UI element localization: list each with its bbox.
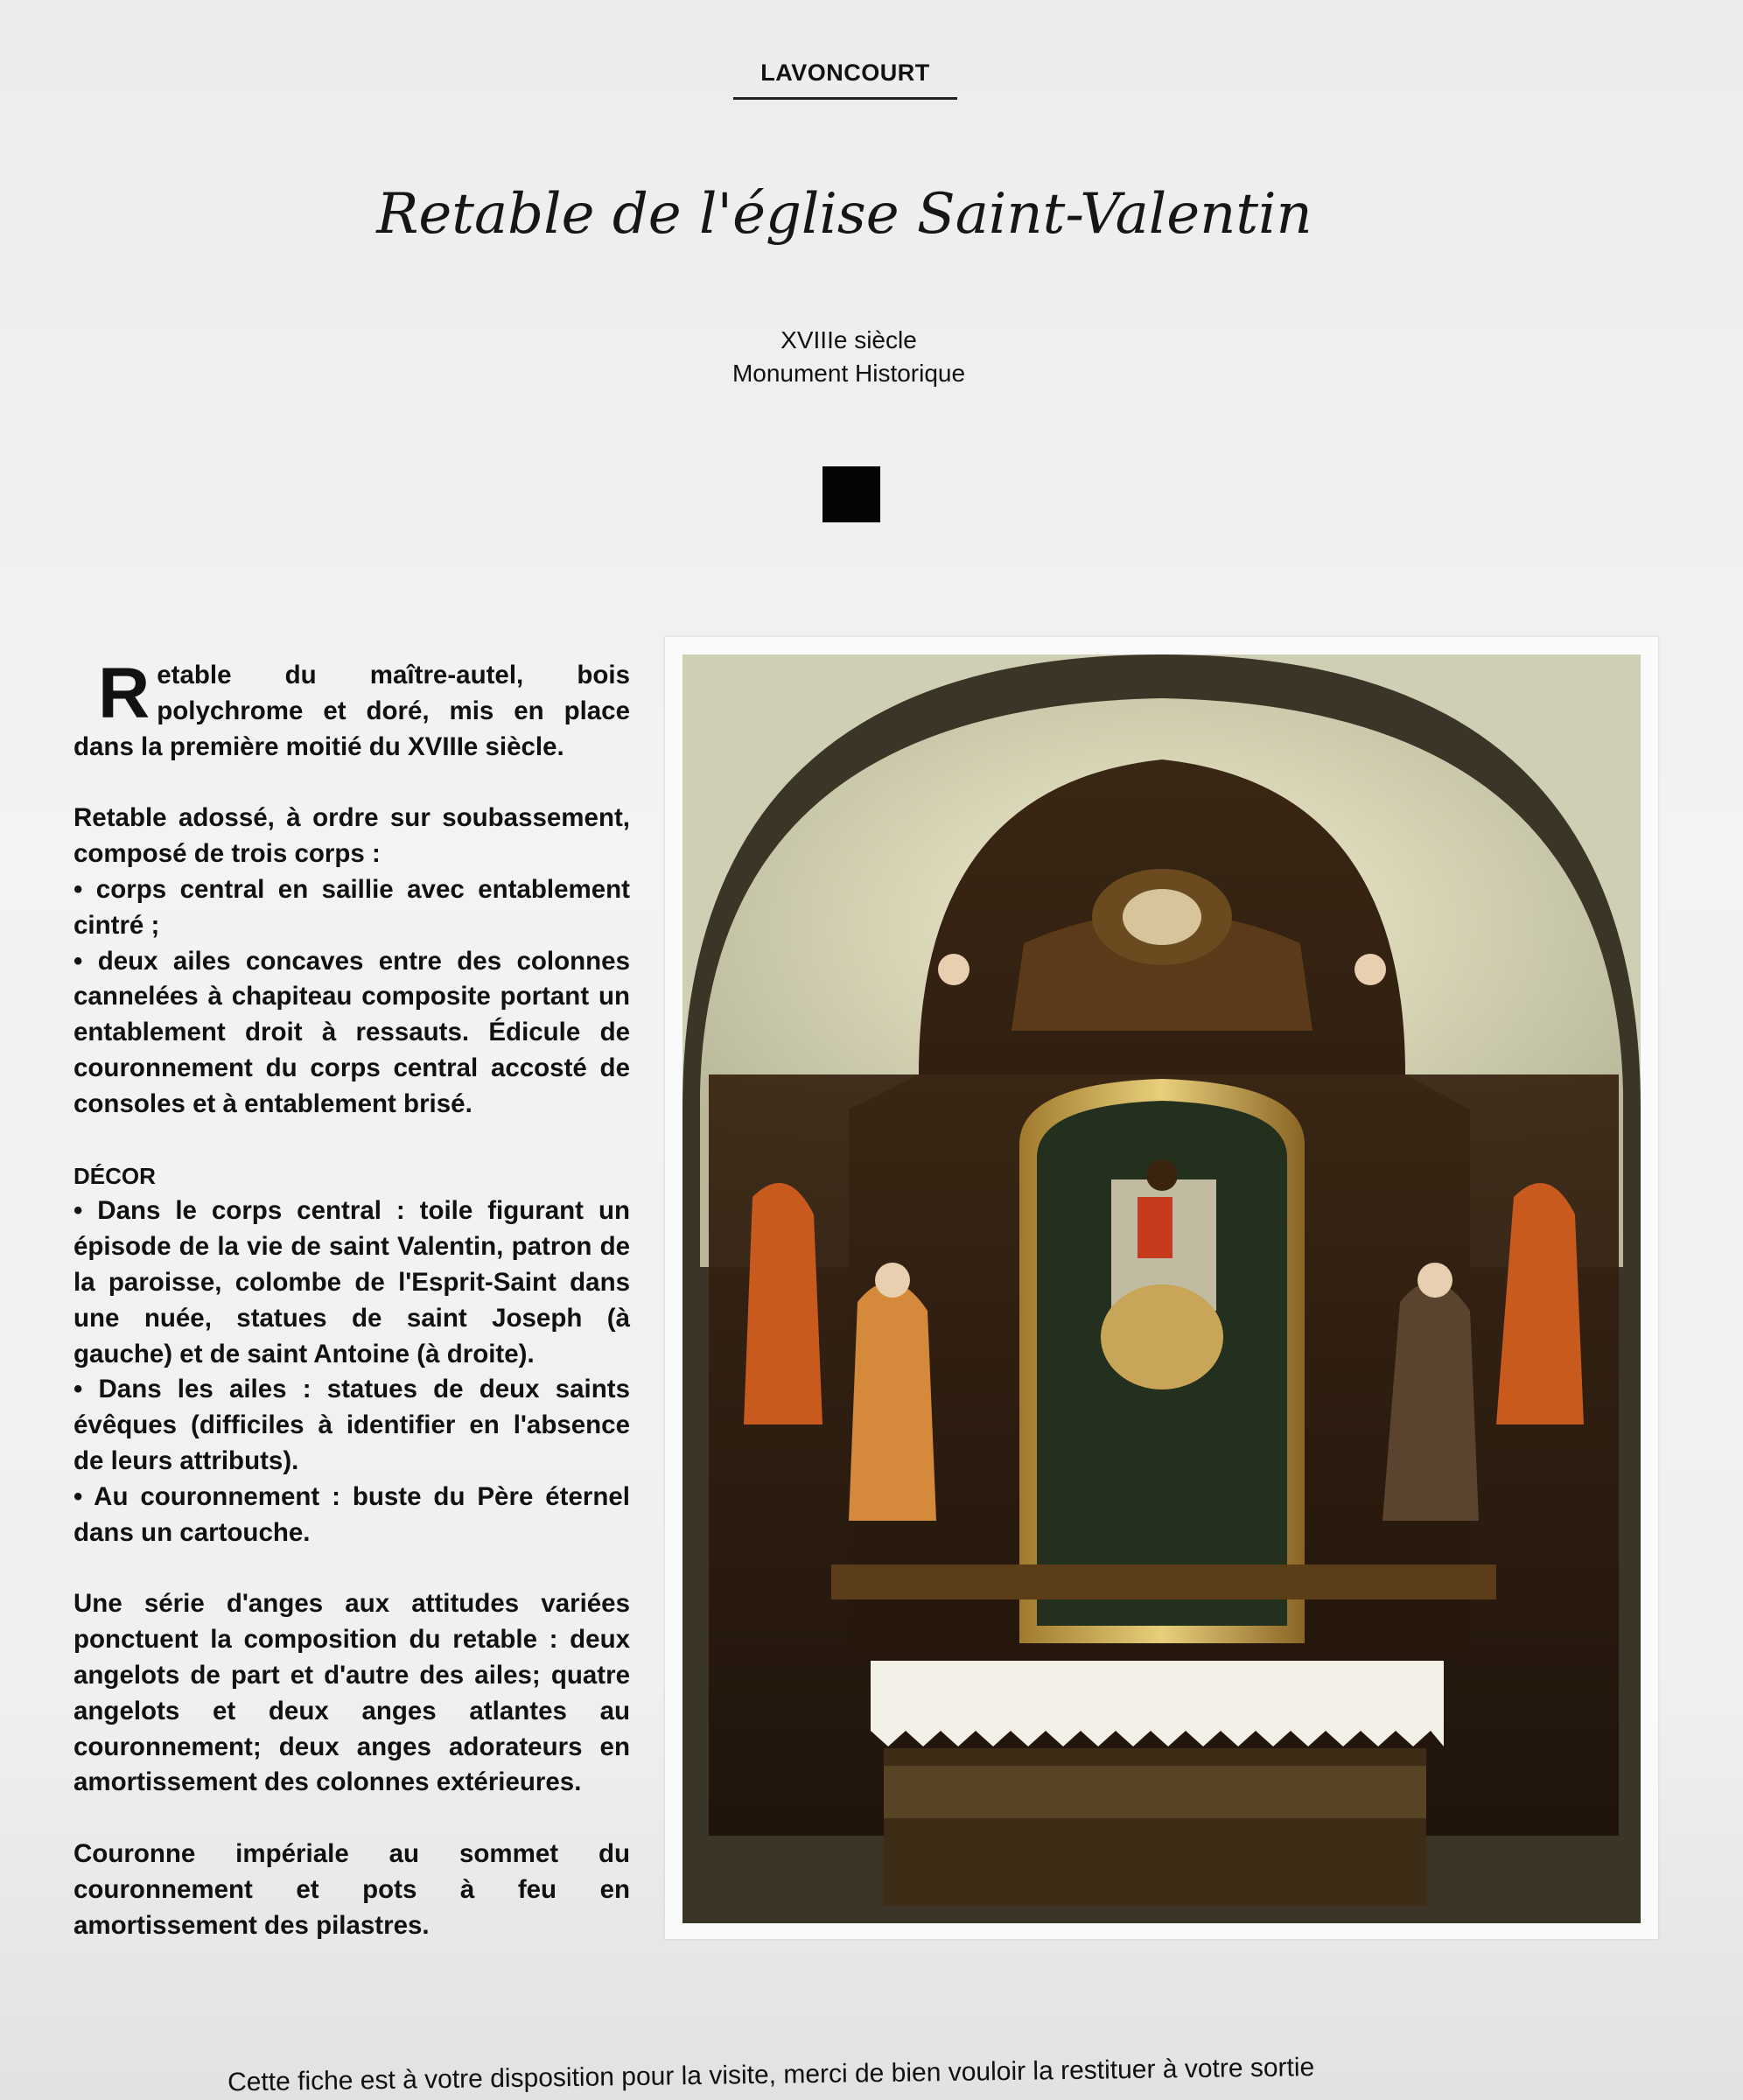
century-label: XVIIIe siècle	[780, 326, 917, 354]
crown-paragraph: Couronne impériale au sommet du couronnement et pots à feu en amortissement des pilastres.	[74, 1839, 630, 1940]
structure-bullet: • deux ailes concaves entre des colonnes cannelées à chapiteau composite portant un entablement droit à ressauts. Édicule de couronnement du corps central accosté de consoles et à entablement brisé.	[74, 946, 630, 1118]
decor-bullet: • Dans le corps central : toile figurant un épisode de la vie de saint Valentin, patron de la paroisse, colombe de l'Esprit-Saint dans une nuée, statues de saint Joseph (à gauche) et de saint Antoine (à droite).	[74, 1196, 630, 1368]
status-label: Monument Historique	[732, 360, 966, 387]
page-title: Retable de l'église Saint-Valentin	[376, 182, 1312, 247]
decorative-square	[822, 466, 880, 522]
structure-lead: Retable adossé, à ordre sur soubassement, composé de trois corps :	[74, 803, 630, 869]
intro-text: etable du maître-autel, bois polychrome et doré, mis en place dans la première moitié du XVIIIe siècle.	[74, 661, 630, 761]
header-rule	[733, 97, 957, 100]
town-name: LAVONCOURT	[760, 60, 930, 86]
structure-paragraph	[74, 801, 630, 1122]
altarpiece-photo	[682, 654, 1641, 1923]
decor-section	[74, 1158, 630, 1551]
structure-bullet: • corps central en saillie avec entablement cintré ;	[74, 874, 630, 940]
decor-heading: DÉCOR	[74, 1162, 156, 1189]
decor-bullet: • Dans les ailes : statues de deux saints évêques (difficiles à identifier en l'absence de leurs attributs).	[74, 1375, 630, 1475]
altarpiece-illustration	[682, 654, 1641, 1923]
photo-frame	[665, 637, 1658, 1939]
angels-paragraph: Une série d'anges aux attitudes variées ponctuent la composition du retable : deux angelots de part et d'autre des ailes; quatre angelots et deux anges atlantes au couronnement; deux anges adorateurs en amortissement des colonnes extérieures.	[74, 1589, 630, 1797]
drop-cap: R	[98, 654, 150, 733]
intro-paragraph	[74, 654, 630, 765]
description-column	[74, 654, 630, 1980]
footer-note: Cette fiche est à votre disposition pour la visite, merci de bien vouloir la restituer à votre sortie	[227, 2053, 1315, 2097]
decor-bullet: • Au couronnement : buste du Père éternel dans un cartouche.	[74, 1481, 630, 1547]
